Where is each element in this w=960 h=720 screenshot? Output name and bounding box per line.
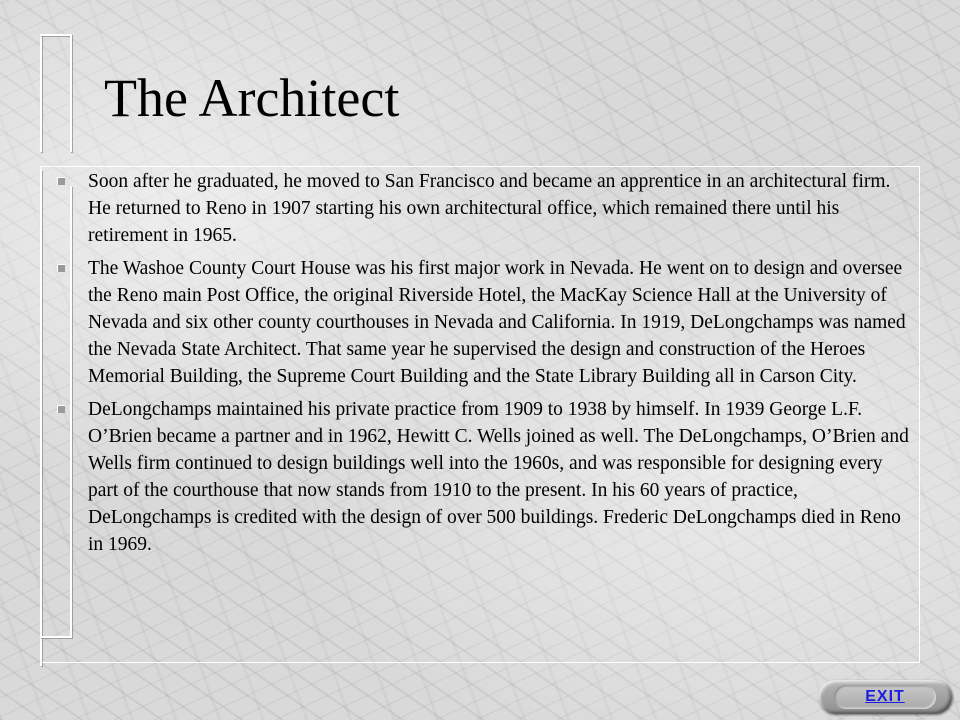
exit-button-label: EXIT <box>865 688 905 705</box>
bullet-text: DeLongchamps maintained his private practice from 1909 to 1938 by himself. In 1939 George L.F. O’Brien became a partner and in 1962, Hewitt C. Wells joined as well. The DeLongchamps, O’Brien and Wells firm continued to design buildings well into the 1960s, and was responsible for designing every part of the courthouse that now stands from 1910 to the present. In his 60 years of practice, DeLongchamps is credited with the design of over 500 buildings. Frederic DeLongchamps died in Reno in 1969. <box>88 399 909 555</box>
square-bullet-icon <box>57 405 65 413</box>
square-bullet-icon <box>57 264 65 272</box>
bullet-text: Soon after he graduated, he moved to San Francisco and became an apprentice in an architectural firm. He returned to Reno in 1907 starting his own architectural office, which remained there until his retirement in 1965. <box>88 171 891 246</box>
exit-button-face <box>834 685 936 709</box>
square-bullet-icon <box>57 177 65 185</box>
bullet-text: The Washoe County Court House was his first major work in Nevada. He went on to design and oversee the Reno main Post Office, the original Riverside Hotel, the MacKay Science Hall at the University of Nevada and six other county courthouses in Nevada and California. In 1919, DeLongchamps was named the Nevada State Architect. That same year he supervised the design and construction of the Heroes Memorial Building, the Supreme Court Building and the State Library Building all in Carson City. <box>88 258 906 387</box>
bullet-item-2 <box>52 255 912 390</box>
frame-line <box>70 36 72 152</box>
slide-title: The Architect <box>104 68 400 128</box>
bullet-item-3 <box>52 396 912 558</box>
bullet-item-1 <box>52 168 912 249</box>
frame-line <box>40 34 72 36</box>
exit-button[interactable] <box>818 680 952 714</box>
frame-line <box>40 34 42 152</box>
bullet-list <box>52 168 912 564</box>
